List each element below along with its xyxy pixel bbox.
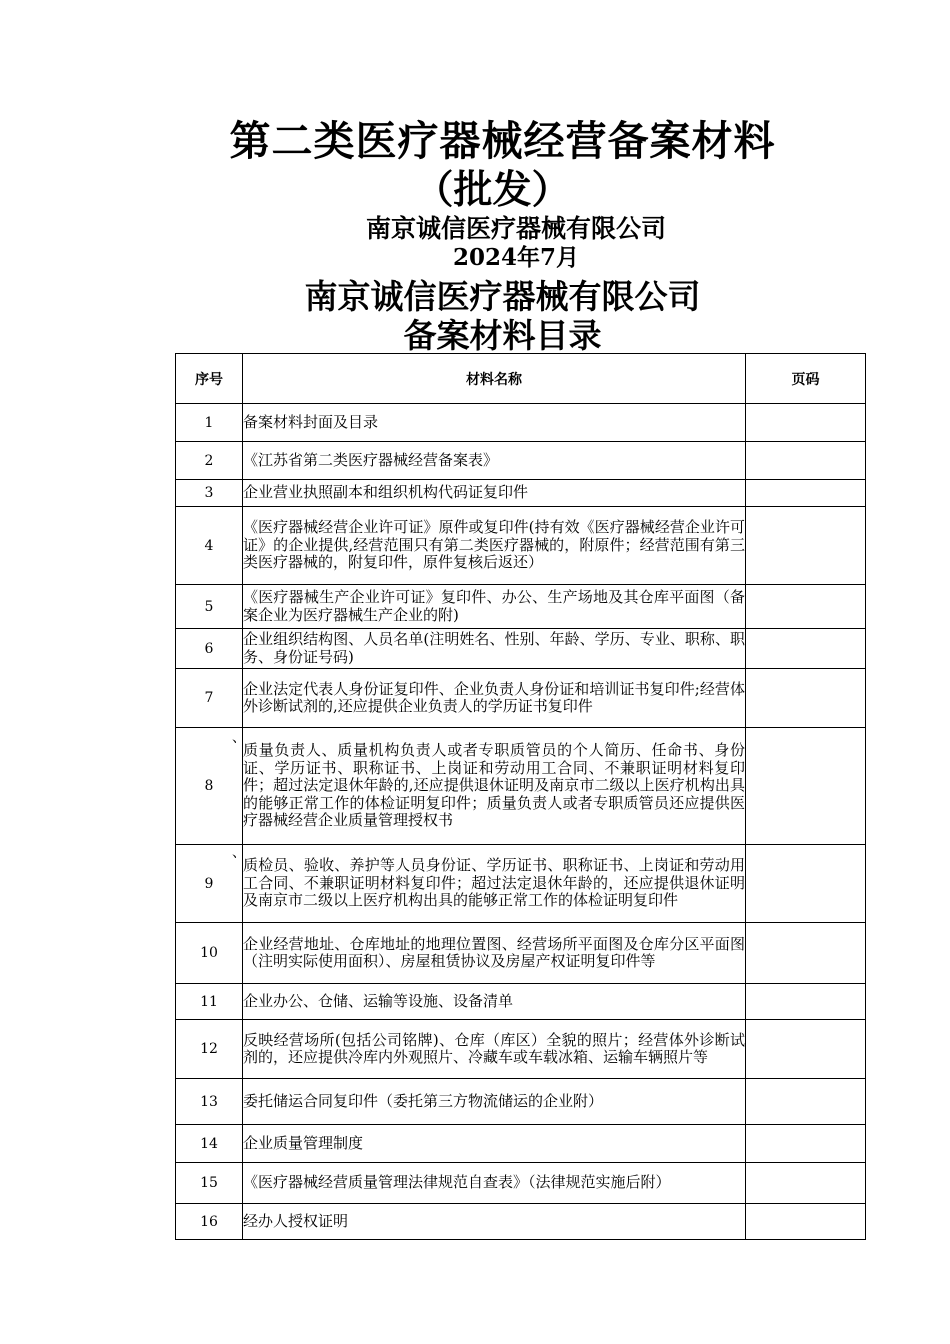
row-page bbox=[746, 404, 866, 442]
row-material-name: 反映经营场所(包括公司铭牌)、仓库（库区）全貌的照片；经营体外诊断试剂的，还应提供冷库内外观照片、冷藏车或车载冰箱、运输车辆照片等 bbox=[243, 1020, 746, 1079]
row-material-name: 委托储运合同复印件（委托第三方物流储运的企业附） bbox=[243, 1079, 746, 1125]
row-page bbox=[746, 923, 866, 984]
stray-mark: 、 bbox=[232, 730, 246, 746]
row-page bbox=[746, 984, 866, 1020]
table-row bbox=[176, 629, 866, 669]
row-page bbox=[746, 1020, 866, 1079]
row-number: 16 bbox=[176, 1204, 243, 1240]
row-number: 5 bbox=[176, 585, 243, 629]
row-material-name: 企业组织结构图、人员名单(注明姓名、性别、年龄、学历、专业、职称、职务、身份证号码) bbox=[243, 629, 746, 669]
row-page bbox=[746, 585, 866, 629]
row-material-name: 质检员、验收、养护等人员身份证、学历证书、职称证书、上岗证和劳动用工合同、不兼职证明材料复印件；超过法定退休年龄的，还应提供退休证明及南京市二级以上医疗机构出具的能够正常工作的体检证明复印件 bbox=[243, 845, 746, 923]
row-material-name: 经办人授权证明 bbox=[243, 1204, 746, 1240]
column-header-page: 页码 bbox=[746, 354, 866, 404]
table-header-row bbox=[176, 354, 866, 404]
row-number: 2 bbox=[176, 442, 243, 480]
row-number: 8 bbox=[176, 728, 243, 845]
row-material-name: 企业法定代表人身份证复印件、企业负责人身份证和培训证书复印件;经营体外诊断试剂的,还应提供企业负责人的学历证书复印件 bbox=[243, 669, 746, 728]
row-page bbox=[746, 1125, 866, 1163]
row-material-name: 备案材料封面及目录 bbox=[243, 404, 746, 442]
row-number: 15 bbox=[176, 1163, 243, 1204]
row-number: 9 bbox=[176, 845, 243, 923]
row-number: 13 bbox=[176, 1079, 243, 1125]
row-number: 14 bbox=[176, 1125, 243, 1163]
row-number: 11 bbox=[176, 984, 243, 1020]
table-row bbox=[176, 404, 866, 442]
row-material-name: 企业营业执照副本和组织机构代码证复印件 bbox=[243, 480, 746, 507]
row-page bbox=[746, 442, 866, 480]
row-page bbox=[746, 1079, 866, 1125]
row-material-name: 《医疗器械生产企业许可证》复印件、办公、生产场地及其仓库平面图（备案企业为医疗器械生产企业的附) bbox=[243, 585, 746, 629]
row-page bbox=[746, 507, 866, 585]
table-row bbox=[176, 1079, 866, 1125]
table-row bbox=[176, 923, 866, 984]
table-row bbox=[176, 1020, 866, 1079]
row-number: 10 bbox=[176, 923, 243, 984]
table-row bbox=[176, 585, 866, 629]
materials-table bbox=[175, 353, 866, 1240]
column-header-no: 序号 bbox=[176, 354, 243, 404]
row-page bbox=[746, 480, 866, 507]
table-row bbox=[176, 507, 866, 585]
row-material-name: 企业质量管理制度 bbox=[243, 1125, 746, 1163]
row-material-name: 质量负责人、质量机构负责人或者专职质管员的个人简历、任命书、身份证、学历证书、职称证书、上岗证和劳动用工合同、不兼职证明材料复印件；超过法定退休年龄的,还应提供退休证明及南京市二级以上医疗机构出具的能够正常工作的体检证明复印件；质量负责人或者专职质管员还应提供医疗器械经营企业质量管理授权书 bbox=[243, 728, 746, 845]
table-row bbox=[176, 669, 866, 728]
row-number: 1 bbox=[176, 404, 243, 442]
table-row bbox=[176, 845, 866, 923]
table-row bbox=[176, 1204, 866, 1240]
stray-mark: 、 bbox=[232, 845, 246, 861]
table-row bbox=[176, 1125, 866, 1163]
row-number: 12 bbox=[176, 1020, 243, 1079]
row-material-name: 《江苏省第二类医疗器械经营备案表》 bbox=[243, 442, 746, 480]
row-page bbox=[746, 1163, 866, 1204]
document-title-subtype: （批发） bbox=[414, 167, 571, 213]
row-number: 6 bbox=[176, 629, 243, 669]
row-material-name: 企业经营地址、仓库地址的地理位置图、经营场所平面图及仓库分区平面图（注明实际使用面积）、房屋租赁协议及房屋产权证明复印件等 bbox=[243, 923, 746, 984]
toc-title: 备案材料目录 bbox=[403, 316, 602, 355]
row-page bbox=[746, 669, 866, 728]
row-page bbox=[746, 629, 866, 669]
toc-company-name: 南京诚信医疗器械有限公司 bbox=[304, 277, 701, 316]
table-row bbox=[176, 442, 866, 480]
table-row bbox=[176, 1163, 866, 1204]
row-number: 3 bbox=[176, 480, 243, 507]
row-material-name: 《医疗器械经营质量管理法律规范自查表》（法律规范实施后附） bbox=[243, 1163, 746, 1204]
document-title: 第二类医疗器械经营备案材料 bbox=[229, 117, 776, 165]
column-header-name: 材料名称 bbox=[243, 354, 746, 404]
table-row bbox=[176, 480, 866, 507]
row-number: 7 bbox=[176, 669, 243, 728]
row-page bbox=[746, 728, 866, 845]
document-date: 2024年7月 bbox=[452, 244, 580, 271]
row-material-name: 《医疗器械经营企业许可证》原件或复印件(持有效《医疗器械经营企业许可证》的企业提供,经营范围只有第二类医疗器械的，附原件；经营范围有第三类医疗器械的，附复印件，原件复核后返还） bbox=[243, 507, 746, 585]
row-number: 4 bbox=[176, 507, 243, 585]
row-page bbox=[746, 845, 866, 923]
company-name: 南京诚信医疗器械有限公司 bbox=[365, 214, 666, 243]
table-row bbox=[176, 728, 866, 845]
row-material-name: 企业办公、仓储、运输等设施、设备清单 bbox=[243, 984, 746, 1020]
table-row bbox=[176, 984, 866, 1020]
row-page bbox=[746, 1204, 866, 1240]
